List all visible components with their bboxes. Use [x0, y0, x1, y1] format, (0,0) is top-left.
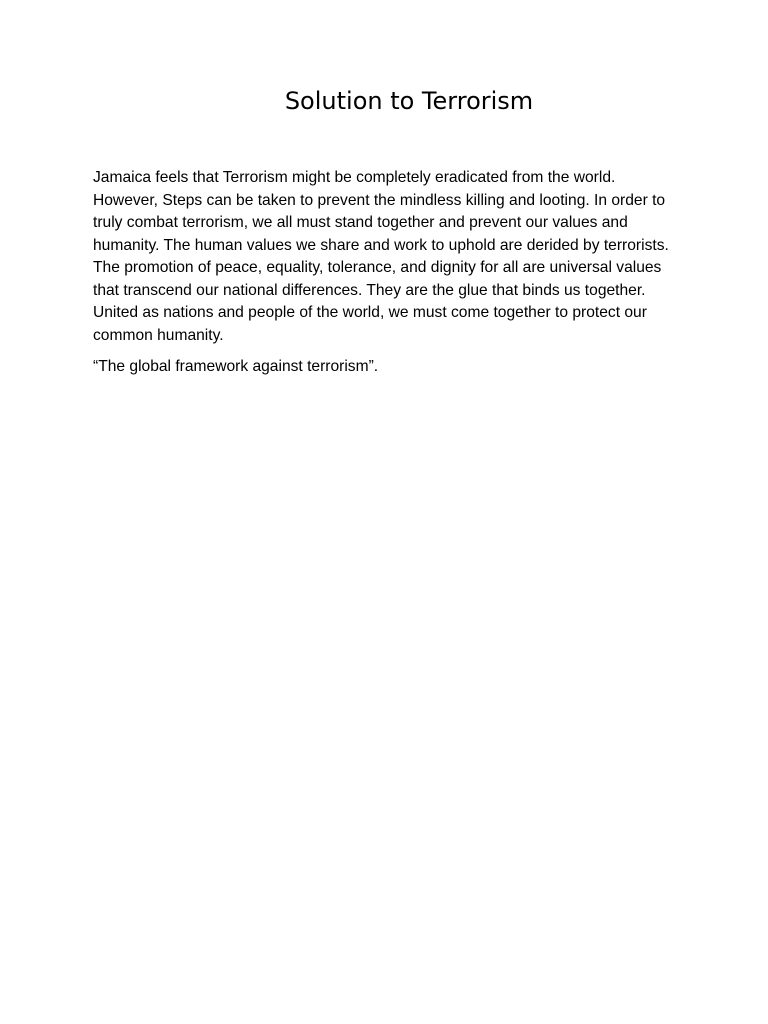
quote-paragraph: “The global framework against terrorism”.: [93, 358, 379, 375]
page-title: Solution to Terrorism: [284, 87, 534, 115]
body-paragraph: Jamaica feels that Terrorism might be completely eradicated from the world. However, Steps can be taken to prevent the mindless killing and looting. In order to truly combat terrorism, we all must stand together and prevent our values and humanity. The human values we share and work to uphold are derided by terrorists. The promotion of peace, equality, tolerance, and dignity for all are universal values that transcend our national differences. They are the glue that binds us together. United as nations and people of the world, we must come together to protect our common humanity.: [93, 169, 669, 344]
